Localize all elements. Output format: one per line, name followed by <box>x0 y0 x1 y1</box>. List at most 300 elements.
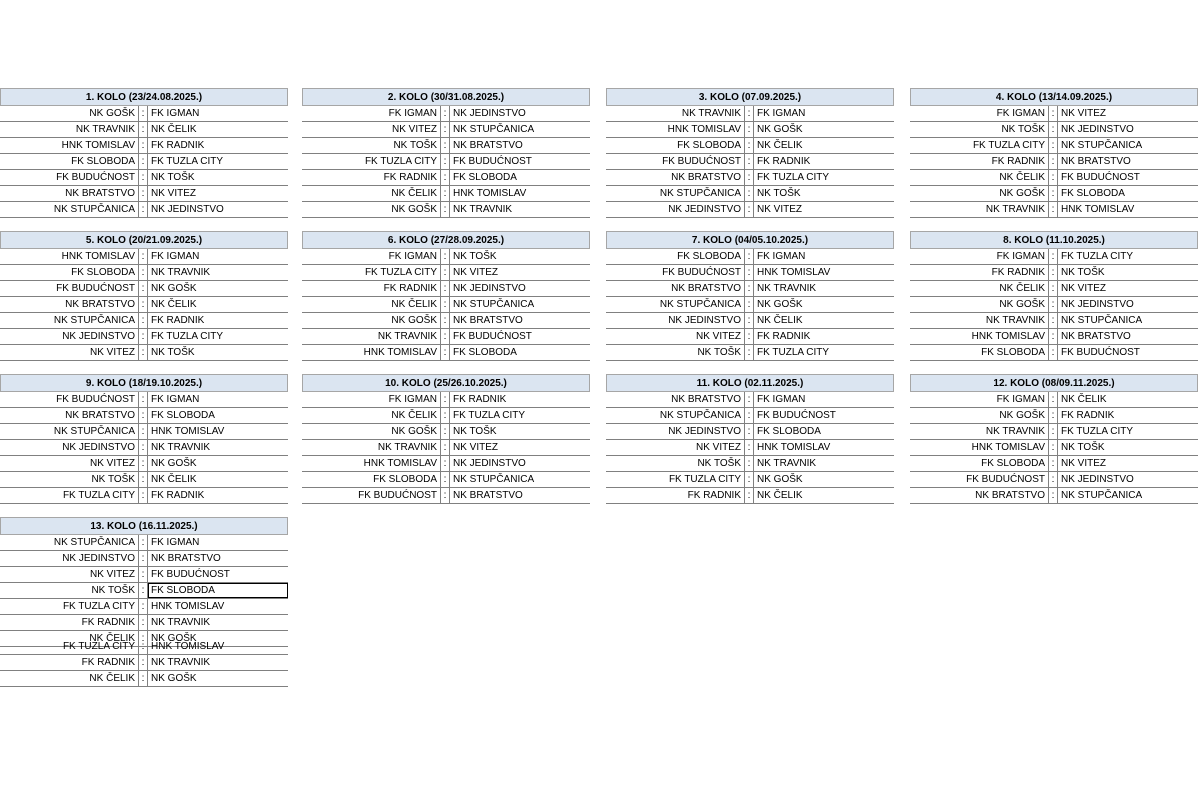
match-row <box>606 472 894 488</box>
match-row <box>0 488 288 504</box>
match-row <box>606 281 894 297</box>
home-team: NK ČELIK <box>999 283 1045 294</box>
match-row <box>910 456 1198 472</box>
away-team: NK JEDINSTVO <box>453 283 526 294</box>
score-separator: : <box>138 583 148 598</box>
match-row <box>302 281 590 297</box>
match-row <box>606 170 894 186</box>
score-separator: : <box>138 488 148 503</box>
score-separator: : <box>744 345 754 360</box>
match-row <box>302 456 590 472</box>
home-team: HNK TOMISLAV <box>971 442 1045 453</box>
away-team: HNK TOMISLAV <box>757 442 831 453</box>
score-separator: : <box>138 122 148 137</box>
score-separator: : <box>440 424 450 439</box>
score-separator: : <box>440 313 450 328</box>
round-block <box>0 517 288 687</box>
score-separator: : <box>1048 392 1058 407</box>
score-separator: : <box>744 106 754 121</box>
round-header: 13. KOLO (16.11.2025.) <box>0 517 288 535</box>
match-row <box>910 122 1198 138</box>
score-separator: : <box>440 488 450 503</box>
match-row <box>0 265 288 281</box>
home-team: NK STUPČANICA <box>659 410 741 421</box>
away-team: FK IGMAN <box>151 394 200 405</box>
home-team: NK TRAVNIK <box>985 315 1045 326</box>
score-separator: : <box>138 535 148 550</box>
score-separator: : <box>138 671 148 686</box>
round-header: 2. KOLO (30/31.08.2025.) <box>302 88 590 106</box>
score-separator: : <box>744 186 754 201</box>
home-team: NK ČELIK <box>391 410 437 421</box>
match-row <box>606 424 894 440</box>
score-separator: : <box>138 615 148 630</box>
away-team: NK BRATSTVO <box>1061 331 1131 342</box>
away-team: NK TRAVNIK <box>151 657 211 668</box>
home-team: NK VITEZ <box>89 458 135 469</box>
round-header: 1. KOLO (23/24.08.2025.) <box>0 88 288 106</box>
home-team: NK TOŠK <box>1001 124 1045 135</box>
home-team: NK JEDINSTVO <box>62 442 135 453</box>
round-header: 9. KOLO (18/19.10.2025.) <box>0 374 288 392</box>
score-separator: : <box>440 202 450 217</box>
match-row <box>0 186 288 202</box>
round-header: 7. KOLO (04/05.10.2025.) <box>606 231 894 249</box>
round-header: 10. KOLO (25/26.10.2025.) <box>302 374 590 392</box>
match-row <box>910 488 1198 504</box>
round-block <box>606 231 894 361</box>
match-row <box>606 297 894 313</box>
home-team: NK ČELIK <box>999 172 1045 183</box>
score-separator: : <box>138 170 148 185</box>
away-team: FK SLOBODA <box>757 426 821 437</box>
home-team: HNK TOMISLAV <box>61 251 135 262</box>
away-team: HNK TOMISLAV <box>1061 204 1135 215</box>
score-separator: : <box>744 154 754 169</box>
match-row <box>910 106 1198 122</box>
match-row <box>910 154 1198 170</box>
home-team: NK VITEZ <box>695 331 741 342</box>
away-team: NK VITEZ <box>453 267 499 278</box>
home-team: FK IGMAN <box>996 108 1045 119</box>
away-team: NK ČELIK <box>151 124 197 135</box>
away-team: FK BUDUĆNOST <box>453 331 532 342</box>
away-team: NK JEDINSTVO <box>1061 299 1134 310</box>
score-separator: : <box>138 297 148 312</box>
match-row <box>606 265 894 281</box>
score-separator: : <box>138 329 148 344</box>
home-team: HNK TOMISLAV <box>363 458 437 469</box>
home-team: NK GOŠK <box>391 315 437 326</box>
match-row <box>0 655 288 671</box>
away-team: FK SLOBODA <box>1061 188 1125 199</box>
away-team: NK BRATSTVO <box>1061 156 1131 167</box>
away-team: NK VITEZ <box>1061 458 1107 469</box>
away-team: NK GOŠK <box>151 633 197 644</box>
away-team: NK ČELIK <box>1061 394 1107 405</box>
home-team: NK STUPČANICA <box>53 537 135 548</box>
home-team: NK STUPČANICA <box>53 426 135 437</box>
away-team: NK ČELIK <box>757 315 803 326</box>
match-row <box>606 122 894 138</box>
away-team: NK GOŠK <box>757 124 803 135</box>
match-row <box>302 345 590 361</box>
away-team: NK JEDINSTVO <box>1061 124 1134 135</box>
score-separator: : <box>744 281 754 296</box>
score-separator: : <box>138 249 148 264</box>
home-team: NK BRATSTVO <box>671 172 741 183</box>
score-separator: : <box>1048 106 1058 121</box>
score-separator: : <box>440 456 450 471</box>
match-row <box>302 154 590 170</box>
score-separator: : <box>744 329 754 344</box>
round-block <box>910 231 1198 361</box>
home-team: NK JEDINSTVO <box>668 315 741 326</box>
home-team: NK BRATSTVO <box>65 299 135 310</box>
home-team: FK TUZLA CITY <box>364 267 437 278</box>
away-team: FK RADNIK <box>757 331 811 342</box>
score-separator: : <box>138 202 148 217</box>
score-separator: : <box>744 202 754 217</box>
round-header: 4. KOLO (13/14.09.2025.) <box>910 88 1198 106</box>
score-separator: : <box>1048 138 1058 153</box>
round-block <box>0 231 288 361</box>
away-team: NK TOŠK <box>151 347 195 358</box>
away-team: NK GOŠK <box>757 474 803 485</box>
score-separator: : <box>744 313 754 328</box>
match-row <box>302 408 590 424</box>
home-team: FK BUDUĆNOST <box>662 267 741 278</box>
round-block <box>606 88 894 218</box>
match-row <box>910 281 1198 297</box>
match-row <box>302 424 590 440</box>
match-row <box>302 186 590 202</box>
score-separator: : <box>138 154 148 169</box>
round-header: 3. KOLO (07.09.2025.) <box>606 88 894 106</box>
match-row <box>302 329 590 345</box>
away-team: NK TRAVNIK <box>757 283 817 294</box>
score-separator: : <box>138 265 148 280</box>
away-team: NK TOŠK <box>453 426 497 437</box>
match-row <box>0 671 288 687</box>
score-separator: : <box>744 265 754 280</box>
away-team: FK RADNIK <box>453 394 507 405</box>
score-separator: : <box>1048 186 1058 201</box>
away-team: NK GOŠK <box>757 299 803 310</box>
score-separator: : <box>440 440 450 455</box>
score-separator: : <box>1048 408 1058 423</box>
away-team: NK JEDINSTVO <box>151 204 224 215</box>
away-team: NK TOŠK <box>453 251 497 262</box>
match-row <box>0 138 288 154</box>
match-row <box>0 551 288 567</box>
home-team: FK BUDUĆNOST <box>966 474 1045 485</box>
score-separator: : <box>744 138 754 153</box>
away-team: HNK TOMISLAV <box>453 188 527 199</box>
score-separator: : <box>744 297 754 312</box>
match-row <box>606 138 894 154</box>
round-header: 5. KOLO (20/21.09.2025.) <box>0 231 288 249</box>
home-team: NK ČELIK <box>89 673 135 684</box>
match-row <box>910 472 1198 488</box>
away-team: NK VITEZ <box>1061 283 1107 294</box>
away-team: NK STUPČANICA <box>453 124 535 135</box>
home-team: NK BRATSTVO <box>975 490 1045 501</box>
match-row <box>0 424 288 440</box>
match-row <box>910 440 1198 456</box>
home-team: FK SLOBODA <box>677 251 741 262</box>
match-row <box>302 138 590 154</box>
away-team: NK GOŠK <box>151 673 197 684</box>
home-team: NK JEDINSTVO <box>668 426 741 437</box>
away-team: NK TRAVNIK <box>757 458 817 469</box>
home-team: FK SLOBODA <box>981 458 1045 469</box>
home-team: NK TRAVNIK <box>75 124 135 135</box>
home-team: FK TUZLA CITY <box>62 641 135 652</box>
score-separator: : <box>744 408 754 423</box>
home-team: NK VITEZ <box>391 124 437 135</box>
home-team: FK RADNIK <box>991 156 1045 167</box>
match-row <box>0 535 288 551</box>
away-team: NK TOŠK <box>1061 442 1105 453</box>
home-team: NK GOŠK <box>999 188 1045 199</box>
home-team: FK BUDUĆNOST <box>56 394 135 405</box>
score-separator: : <box>1048 297 1058 312</box>
round-block <box>910 88 1198 218</box>
home-team: NK STUPČANICA <box>659 188 741 199</box>
score-separator: : <box>138 186 148 201</box>
match-row <box>0 202 288 218</box>
home-team: FK RADNIK <box>991 267 1045 278</box>
match-row <box>302 440 590 456</box>
match-row <box>606 456 894 472</box>
away-team: NK STUPČANICA <box>1061 490 1143 501</box>
away-team: NK TRAVNIK <box>151 267 211 278</box>
score-separator: : <box>744 249 754 264</box>
match-row <box>0 345 288 361</box>
score-separator: : <box>138 599 148 614</box>
away-team: NK STUPČANICA <box>453 299 535 310</box>
round-block <box>910 374 1198 504</box>
away-team: NK TRAVNIK <box>151 442 211 453</box>
match-row <box>0 106 288 122</box>
match-row <box>0 408 288 424</box>
round-header: 12. KOLO (08/09.11.2025.) <box>910 374 1198 392</box>
away-team: NK TOŠK <box>757 188 801 199</box>
home-team: FK TUZLA CITY <box>668 474 741 485</box>
away-team: FK TUZLA CITY <box>757 347 830 358</box>
score-separator: : <box>1048 313 1058 328</box>
home-team: FK RADNIK <box>81 657 135 668</box>
score-separator: : <box>138 551 148 566</box>
match-row <box>302 122 590 138</box>
home-team: NK TOŠK <box>393 140 437 151</box>
match-row <box>910 170 1198 186</box>
match-row <box>302 106 590 122</box>
score-separator: : <box>1048 170 1058 185</box>
away-team: FK RADNIK <box>151 140 205 151</box>
home-team: NK BRATSTVO <box>65 188 135 199</box>
away-team: FK TUZLA CITY <box>1061 251 1134 262</box>
away-team: NK JEDINSTVO <box>453 108 526 119</box>
away-team: NK GOŠK <box>151 458 197 469</box>
away-team: FK TUZLA CITY <box>151 331 224 342</box>
match-row <box>0 567 288 583</box>
home-team: NK STUPČANICA <box>53 204 135 215</box>
home-team: HNK TOMISLAV <box>667 124 741 135</box>
match-row <box>606 186 894 202</box>
score-separator: : <box>440 122 450 137</box>
home-team: NK TOŠK <box>91 474 135 485</box>
match-row <box>0 599 288 615</box>
score-separator: : <box>1048 472 1058 487</box>
away-team: FK SLOBODA <box>453 172 517 183</box>
match-row <box>302 392 590 408</box>
home-team: FK SLOBODA <box>677 140 741 151</box>
score-separator: : <box>440 281 450 296</box>
home-team: FK IGMAN <box>996 394 1045 405</box>
match-row <box>0 615 288 631</box>
score-separator: : <box>138 631 148 646</box>
away-team: FK SLOBODA <box>148 583 288 598</box>
round-header: 6. KOLO (27/28.09.2025.) <box>302 231 590 249</box>
round-header: 8. KOLO (11.10.2025.) <box>910 231 1198 249</box>
home-team: NK TRAVNIK <box>377 331 437 342</box>
score-separator: : <box>138 408 148 423</box>
score-separator: : <box>1048 329 1058 344</box>
home-team: FK TUZLA CITY <box>62 601 135 612</box>
round-block <box>302 231 590 361</box>
home-team: NK TOŠK <box>697 458 741 469</box>
home-team: NK ČELIK <box>391 299 437 310</box>
score-separator: : <box>440 170 450 185</box>
away-team: FK RADNIK <box>1061 410 1115 421</box>
match-row <box>606 249 894 265</box>
score-separator: : <box>440 138 450 153</box>
home-team: NK GOŠK <box>89 108 135 119</box>
away-team: FK RADNIK <box>151 490 205 501</box>
score-separator: : <box>1048 345 1058 360</box>
home-team: HNK TOMISLAV <box>363 347 437 358</box>
score-separator: : <box>138 424 148 439</box>
away-team: FK IGMAN <box>757 108 806 119</box>
away-team: FK IGMAN <box>151 251 200 262</box>
round-block <box>0 88 288 218</box>
home-team: NK ČELIK <box>391 188 437 199</box>
away-team: FK IGMAN <box>151 537 200 548</box>
score-separator: : <box>1048 456 1058 471</box>
home-team: NK STUPČANICA <box>659 299 741 310</box>
home-team: NK GOŠK <box>999 410 1045 421</box>
away-team: NK VITEZ <box>757 204 803 215</box>
away-team: NK BRATSTVO <box>453 315 523 326</box>
away-team: FK BUDUĆNOST <box>1061 347 1140 358</box>
match-row <box>0 392 288 408</box>
match-row <box>910 138 1198 154</box>
home-team: FK BUDUĆNOST <box>662 156 741 167</box>
home-team: FK TUZLA CITY <box>364 156 437 167</box>
score-separator: : <box>744 440 754 455</box>
match-row <box>606 202 894 218</box>
away-team: FK TUZLA CITY <box>453 410 526 421</box>
away-team: FK BUDUĆNOST <box>757 410 836 421</box>
score-separator: : <box>138 313 148 328</box>
match-row <box>606 106 894 122</box>
match-row <box>0 329 288 345</box>
away-team: NK ČELIK <box>757 490 803 501</box>
away-team: FK SLOBODA <box>453 347 517 358</box>
score-separator: : <box>440 265 450 280</box>
away-team: NK STUPČANICA <box>1061 315 1143 326</box>
score-separator: : <box>440 329 450 344</box>
away-team: FK TUZLA CITY <box>151 156 224 167</box>
score-separator: : <box>138 392 148 407</box>
match-row <box>910 313 1198 329</box>
match-row <box>910 297 1198 313</box>
home-team: FK SLOBODA <box>981 347 1045 358</box>
home-team: NK GOŠK <box>391 426 437 437</box>
match-row <box>910 265 1198 281</box>
score-separator: : <box>138 472 148 487</box>
score-separator: : <box>138 655 148 670</box>
match-row <box>0 170 288 186</box>
home-team: FK BUDUĆNOST <box>56 172 135 183</box>
score-separator: : <box>744 170 754 185</box>
home-team: NK JEDINSTVO <box>668 204 741 215</box>
away-team: FK IGMAN <box>757 394 806 405</box>
score-separator: : <box>138 440 148 455</box>
away-team: FK TUZLA CITY <box>757 172 830 183</box>
away-team: HNK TOMISLAV <box>757 267 831 278</box>
match-row <box>0 122 288 138</box>
match-row <box>606 329 894 345</box>
score-separator: : <box>1048 202 1058 217</box>
score-separator: : <box>1048 281 1058 296</box>
away-team: FK BUDUĆNOST <box>1061 172 1140 183</box>
away-team: HNK TOMISLAV <box>151 426 225 437</box>
away-team: NK VITEZ <box>1061 108 1107 119</box>
match-row <box>302 265 590 281</box>
score-separator: : <box>440 472 450 487</box>
away-team: NK TRAVNIK <box>453 204 513 215</box>
home-team: NK BRATSTVO <box>671 394 741 405</box>
match-row <box>606 154 894 170</box>
home-team: NK GOŠK <box>391 204 437 215</box>
match-row <box>0 281 288 297</box>
round-block <box>0 374 288 504</box>
home-team: FK SLOBODA <box>71 156 135 167</box>
score-separator: : <box>1048 265 1058 280</box>
home-team: FK TUZLA CITY <box>972 140 1045 151</box>
score-separator: : <box>440 186 450 201</box>
round-block <box>606 374 894 504</box>
away-team: HNK TOMISLAV <box>151 601 225 612</box>
away-team: FK TUZLA CITY <box>1061 426 1134 437</box>
away-team: NK JEDINSTVO <box>1061 474 1134 485</box>
away-team: FK SLOBODA <box>151 410 215 421</box>
home-team: NK VITEZ <box>695 442 741 453</box>
match-row <box>0 249 288 265</box>
home-team: NK VITEZ <box>89 569 135 580</box>
home-team: FK BUDUĆNOST <box>358 490 437 501</box>
home-team: FK RADNIK <box>383 283 437 294</box>
score-separator: : <box>744 472 754 487</box>
match-row <box>606 313 894 329</box>
match-row <box>302 313 590 329</box>
away-team: NK TOŠK <box>1061 267 1105 278</box>
score-separator: : <box>744 456 754 471</box>
home-team: NK BRATSTVO <box>65 410 135 421</box>
